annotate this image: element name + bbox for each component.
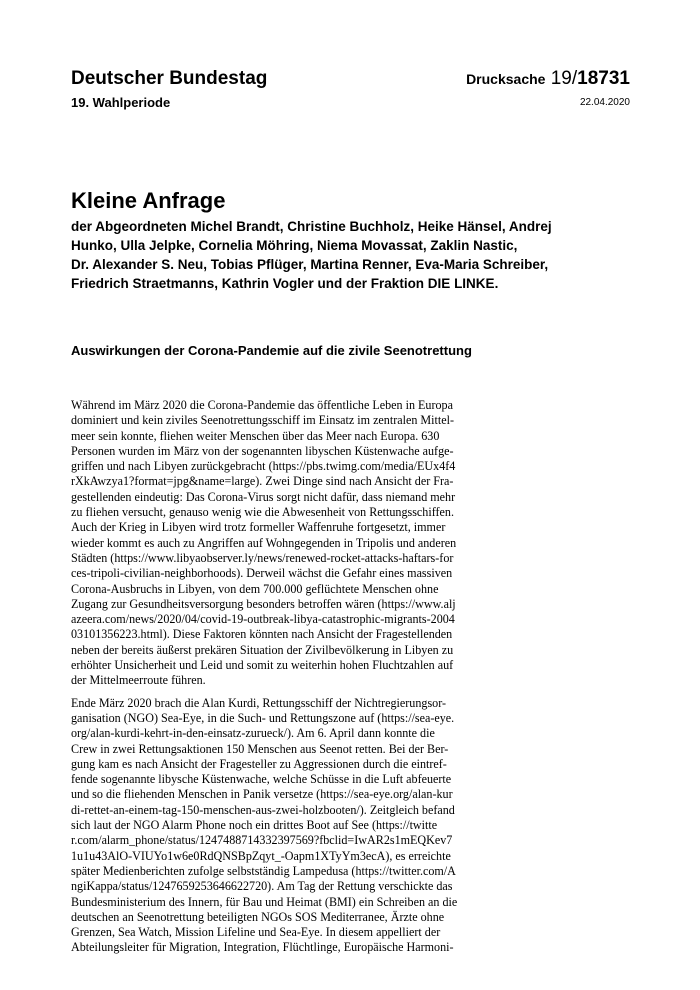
document-type: Kleine Anfrage — [71, 188, 226, 213]
body-line: Während im März 2020 die Corona-Pandemie das öffentliche Leben in Europa — [71, 398, 453, 412]
body-line: zu fliehen versucht, genauso wenig wie die Abwesenheit von Rettungsschiffen. — [71, 505, 454, 520]
body-line: und so die fliehenden Menschen in Panik versetze (https://sea-eye.org/alan-kur — [71, 787, 453, 802]
body-line: dominiert und kein ziviles Seenotrettungsschiff im Einsatz im zentralen Mittel- — [71, 413, 454, 428]
body-line: 1u1u43AlO-VIUYo1w6e0RdQNSBpZqyt_-Oapm1XTyYm3ecA), es erreichte — [71, 848, 451, 863]
authors-line: Friedrich Straetmanns, Kathrin Vogler und der Fraktion DIE LINKE. — [71, 276, 499, 291]
drucksache-id: 18731 — [577, 68, 630, 89]
body-line: der Mittelmeerroute führen. — [71, 673, 206, 688]
body-line: azeera.com/news/2020/04/covid-19-outbreak-libya-catastrophic-migrants-2004 — [71, 612, 455, 627]
body-line: Bundesministerium des Innern, für Bau und Heimat (BMI) ein Schreiben an die — [71, 894, 458, 909]
body-line: di-rettet-an-einem-tag-150-menschen-aus-zwei-holzbooten/). Zeitgleich befand — [71, 802, 455, 817]
body-line: Crew in zwei Rettungsaktionen 150 Menschen aus Seenot retten. Bei der Ber- — [71, 741, 449, 756]
body-line: r.com/alarm_phone/status/1247488714332397569?fbclid=IwAR2s1mEQKev7 — [71, 833, 453, 848]
authors-line: Dr. Alexander S. Neu, Tobias Pflüger, Martina Renner, Eva-Maria Schreiber, — [71, 257, 549, 272]
body-line: gestellenden eindeutig: Das Corona-Virus sorgt nicht dafür, dass niemand mehr — [71, 489, 456, 504]
body-line: Auch der Krieg in Libyen wird trotz formeller Waffenruhe fortgesetzt, immer — [71, 520, 446, 535]
body-line: Grenzen, Sea Watch, Mission Lifeline und Sea-Eye. In diesem appelliert der — [71, 925, 441, 940]
body-line: griffen und nach Libyen zurückgebracht (https://pbs.twimg.com/media/EUx4f4 — [71, 459, 456, 474]
document-subject: Auswirkungen der Corona-Pandemie auf die zivile Seenotrettung — [71, 343, 472, 358]
drucksache-label: Drucksache — [466, 71, 546, 87]
body-line: 03101356223.html). Diese Faktoren könnten nach Ansicht der Fragestellenden — [71, 627, 453, 642]
paragraph — [71, 398, 486, 689]
body-line: neben der bereits äußerst prekären Situation der Zivilbevölkerung in Libyen zu — [71, 642, 454, 657]
drucksache-prefix: 19/ — [550, 68, 578, 89]
body-line: Abteilungsleiter für Migration, Integration, Flüchtlinge, Europäische Harmoni- — [71, 940, 454, 955]
body-line: org/alan-kurdi-kehrt-in-den-einsatz-zurueck/). Am 6. April dann konnte die — [71, 726, 435, 741]
body-line: gung kam es nach Ansicht der Fragesteller zu Aggressionen durch die eintref- — [71, 756, 447, 771]
body-line: deutschen an Seenotrettung beteiligten NGOs SOS Mediterranee, Ärzte ohne — [71, 909, 445, 924]
authors-block — [71, 217, 616, 293]
body-line: ganisation (NGO) Sea-Eye, in die Such- und Rettungszone auf (https://sea-eye. — [71, 710, 455, 725]
document-date: 22.04.2020 — [579, 97, 630, 108]
body-line: ces-tripoli-civilian-neighborhoods). Derweil wächst die Gefahr eines massiven — [71, 566, 453, 581]
paragraph — [71, 696, 486, 956]
authors-line: der Abgeordneten Michel Brandt, Christine Buchholz, Heike Hänsel, Andrej — [71, 219, 552, 234]
authors-line: Hunko, Ulla Jelpke, Cornelia Möhring, Niema Movassat, Zaklin Nastic, — [71, 238, 518, 253]
body-line: meer sein konnte, fliehen weiter Menschen über das Meer nach Europa. 630 — [71, 428, 440, 443]
body-line: ngiKappa/status/1247659253646622720). Am Tag der Rettung verschickte das — [71, 879, 453, 894]
parliament-title: Deutscher Bundestag — [71, 68, 268, 89]
body-line: Ende März 2020 brach die Alan Kurdi, Rettungsschiff der Nichtregierungsor- — [71, 695, 447, 710]
legislative-period: 19. Wahlperiode — [71, 95, 171, 110]
body-line: Personen wurden im März von der sogenannten libyschen Küstenwache aufge- — [71, 443, 454, 458]
body-line: Zugang zur Gesundheitsversorgung besonders betroffen wären (https://www.alj — [71, 596, 456, 611]
body-line: erhöhter Unsicherheit und Leid und somit zu weiterhin hohen Fluchtzahlen auf — [71, 658, 454, 673]
drucksache-number — [466, 68, 630, 90]
body-line: fende sogenannte libysche Küstenwache, welche Schüsse in die Luft abfeuerte — [71, 772, 452, 787]
body-line: Corona-Ausbruchs in Libyen, von dem 700.000 geflüchtete Menschen ohne — [71, 581, 439, 596]
body-line: rXkAwzya1?format=jpg&name=large). Zwei Dinge sind nach Ansicht der Fra- — [71, 474, 454, 489]
body-line: später Medienberichten zufolge selbstständig Lampedusa (https://twitter.com/A — [71, 863, 456, 878]
body-line: wieder kommt es auch zu Angriffen auf Wohngegenden in Tripolis und anderen — [71, 535, 457, 550]
body-text — [71, 398, 486, 963]
body-line: Städten (https://www.libyaobserver.ly/news/renewed-rocket-attacks-haftars-for — [71, 550, 454, 565]
body-line: sich laut der NGO Alarm Phone noch ein drittes Boot auf See (https://twitte — [71, 818, 438, 833]
